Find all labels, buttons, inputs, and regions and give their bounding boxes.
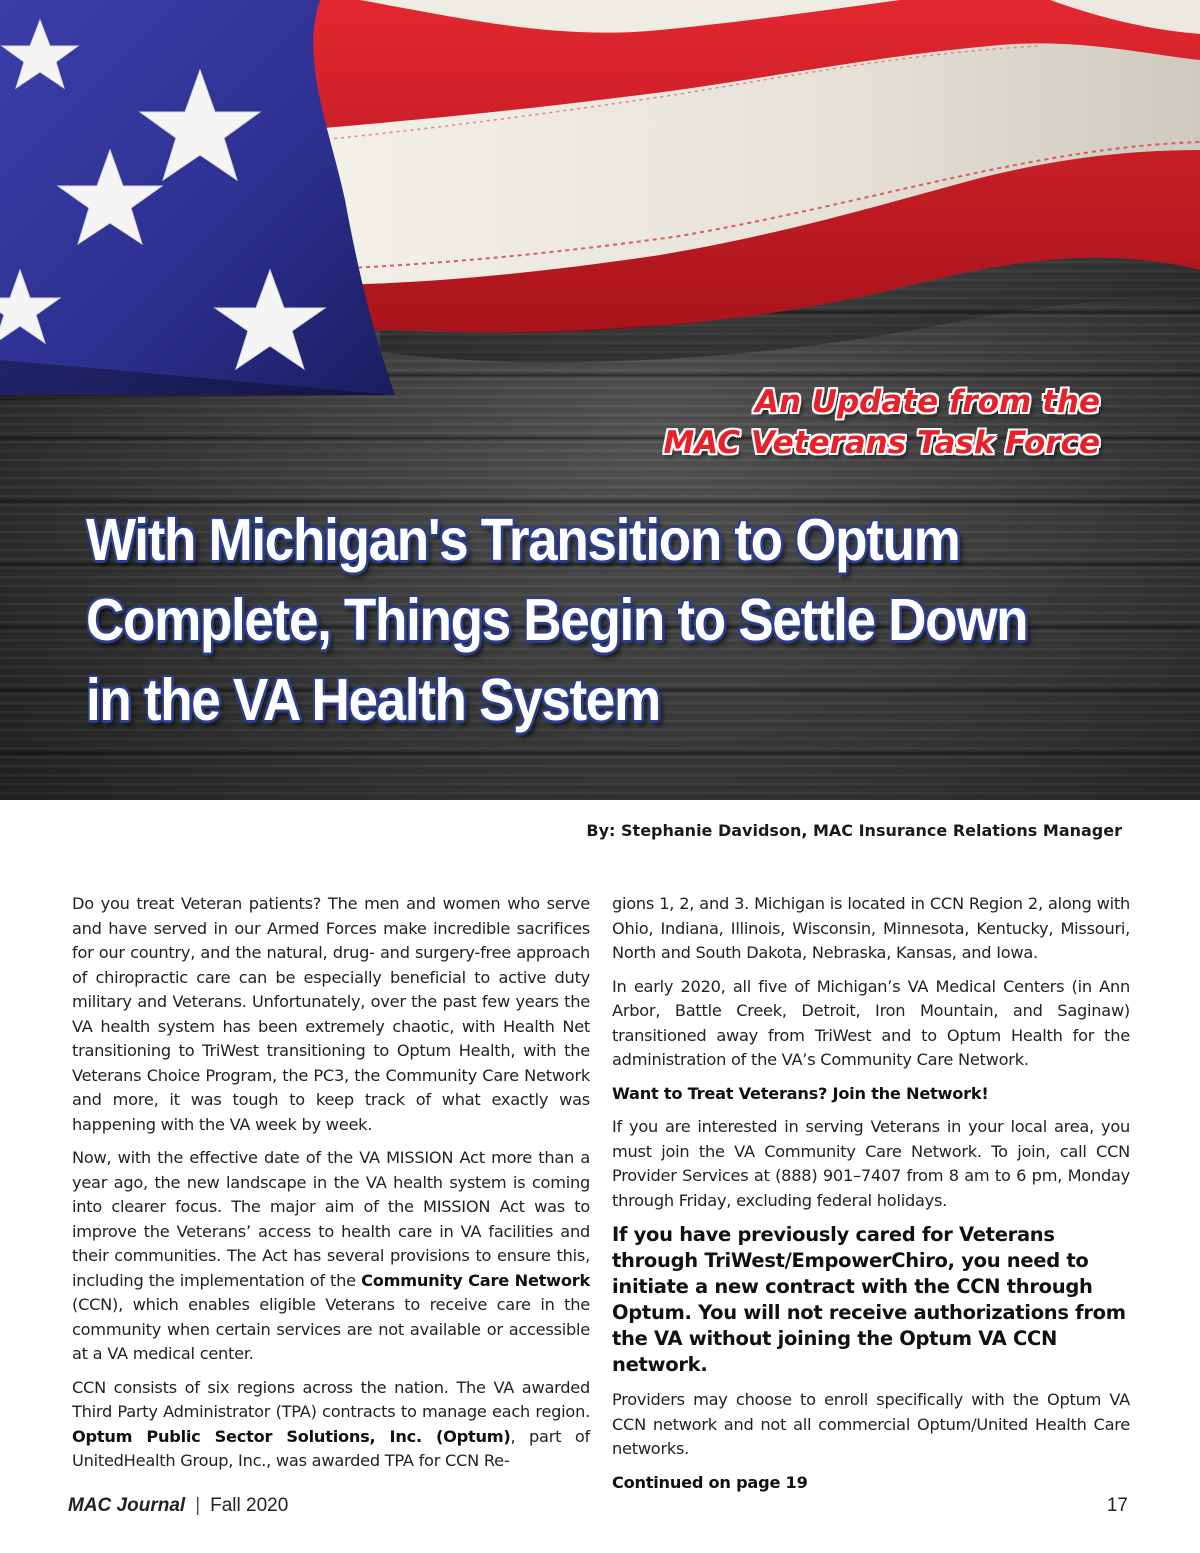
callout-text: If you have previously cared for Veterans through TriWest/EmpowerChiro, you need to initiate a new contract with the CCN through Optum. You will not receive authorizations from the VA without joining the Optum VA CCN network.	[612, 1223, 1126, 1376]
kicker-line: An Update from the	[754, 384, 1100, 420]
paragraph: In early 2020, all five of Michigan’s VA Medical Centers (in Ann Arbor, Battle Creek, Detroit, Iron Mountain, and Saginaw) transitioned away from TriWest and to Optum Health for the administration of the VA’s Community Care Network.	[612, 976, 1130, 1069]
headline-line: in the VA Health System	[86, 667, 660, 733]
bold-term: Community Care Network	[361, 1270, 590, 1290]
kicker-line: MAC Veterans Task Force	[663, 425, 1100, 461]
paragraph-text: , part of UnitedHealth Group, Inc., was awarded TPA for CCN Re-	[72, 1426, 590, 1470]
journal-name: MAC Journal	[68, 1495, 186, 1516]
paragraph: If you are interested in serving Veterans in your local area, you must join the VA Community Care Network. To join, call CCN Provider Services at (888) 901–7407 from 8 am to 6 pm, Monday through Friday, excluding federal holidays.	[612, 1117, 1130, 1210]
paragraph: gions 1, 2, and 3. Michigan is located in CCN Region 2, along with Ohio, Indiana, Illinois, Wisconsin, Minnesota, Kentucky, Missouri, North and South Dakota, Nebraska, Kansas, and Iowa.	[612, 894, 1130, 962]
footer-separator: |	[195, 1495, 201, 1516]
headline-line: With Michigan's Transition to Optum	[86, 507, 960, 573]
page-number: 17	[1106, 1495, 1128, 1516]
body-column-left	[72, 892, 590, 1483]
paragraph	[72, 1376, 590, 1474]
paragraph-text: CCN consists of six regions across the nation. The VA awarded Third Party Administrator (TPA) contracts to manage each region.	[72, 1377, 590, 1421]
subheading: Want to Treat Veterans? Join the Network!	[612, 1083, 989, 1103]
paragraph-text: Now, with the effective date of the VA MISSION Act more than a year ago, the new landscape in the VA health system is coming into clearer focus. The major aim of the MISSION Act was to improve the Veterans’ access to health care in VA facilities and their communities. The Act has several provisions to ensure this, including the implementation of the	[72, 1148, 590, 1290]
footer-publication	[68, 1495, 288, 1517]
paragraph: Do you treat Veteran patients? The men and women who serve and have served in our Armed Forces make incredible sacrifices for our country, and the natural, drug- and surgery-free approach of chiropractic care can be especially beneficial to active duty military and Veterans. Unfortunately, over the past few years the VA health system has been extremely chaotic, with Health Net transitioning to TriWest transitioning to Optum Health, with the Veterans Choice Program, the PC3, the Community Care Network and more, it was tough to keep track of what exactly was happening with the VA week by week.	[72, 894, 590, 1134]
body-column-right	[612, 892, 1130, 1504]
article-headline	[86, 500, 1028, 740]
issue-label: Fall 2020	[210, 1495, 289, 1516]
bold-term: Optum Public Sector Solutions, Inc. (Optum)	[72, 1426, 511, 1446]
byline: By: Stephanie Davidson, MAC Insurance Relations Manager	[586, 821, 1122, 840]
headline-line: Complete, Things Begin to Settle Down	[86, 587, 1028, 653]
section-kicker	[663, 382, 1100, 464]
paragraph: Providers may choose to enroll specifically with the Optum VA CCN network and not all commercial Optum/United Health Care networks.	[612, 1390, 1130, 1458]
paragraph-text: (CCN), which enables eligible Veterans to receive care in the community when certain services are not available or accessible at a VA medical center.	[72, 1295, 590, 1363]
continued-link[interactable]: Continued on page 19	[612, 1472, 808, 1492]
paragraph	[72, 1146, 590, 1367]
